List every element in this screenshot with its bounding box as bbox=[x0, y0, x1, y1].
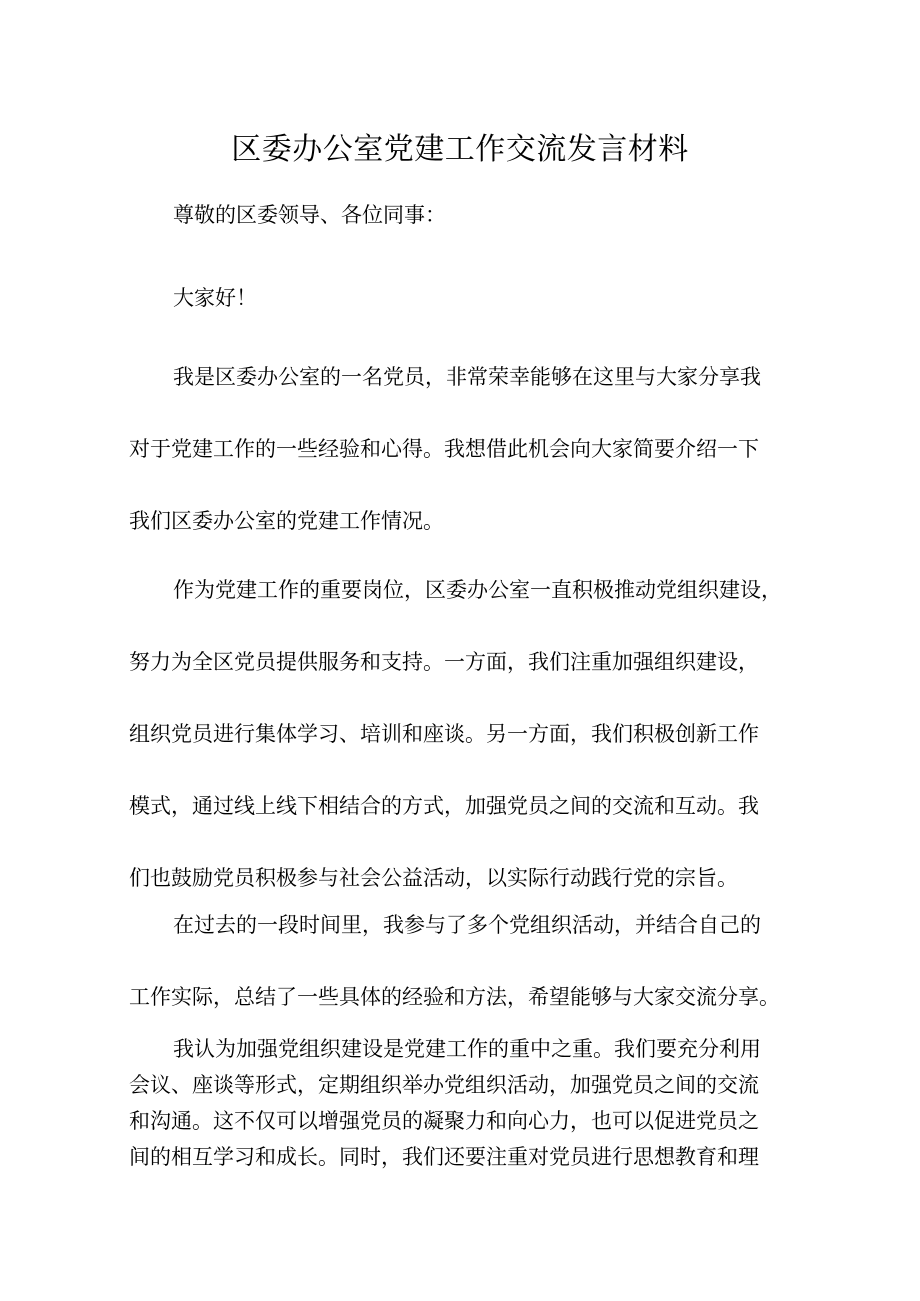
paragraph-line: 我们区委办公室的党建工作情况。 bbox=[129, 509, 444, 533]
paragraph-line: 组织党员进行集体学习、培训和座谈。另一方面，我们积极创新工作 bbox=[129, 722, 759, 746]
paragraph-organization-building bbox=[129, 1034, 789, 1178]
paragraph-line: 间的相互学习和成长。同时，我们还要注重对党员进行思想教育和理 bbox=[129, 1145, 759, 1169]
paragraph-line: 工作实际，总结了一些具体的经验和方法，希望能够与大家交流分享。 bbox=[129, 985, 780, 1009]
paragraph-line: 我认为加强党组织建设是党建工作的重中之重。我们要充分利用 bbox=[173, 1037, 761, 1061]
hello-paragraph bbox=[129, 283, 789, 355]
paragraph-line: 和沟通。这不仅可以增强党员的凝聚力和向心力，也可以促进党员之 bbox=[129, 1109, 759, 1133]
paragraph-line: 会议、座谈等形式，定期组织举办党组织活动，加强党员之间的交流 bbox=[129, 1073, 759, 1097]
paragraph-experience bbox=[129, 910, 789, 1054]
document-title: 区委办公室党建工作交流发言材料 bbox=[231, 132, 689, 167]
paragraph-line: 努力为全区党员提供服务和支持。一方面，我们注重加强组织建设， bbox=[129, 650, 759, 674]
paragraph-line: 作为党建工作的重要岗位，区委办公室一直积极推动党组织建设， bbox=[173, 578, 782, 602]
paragraph-line: 在过去的一段时间里，我参与了多个党组织活动，并结合自己的 bbox=[173, 913, 761, 937]
paragraph-intro bbox=[129, 362, 789, 578]
paragraph-work-overview bbox=[129, 575, 789, 935]
paragraph-line: 模式，通过线上线下相结合的方式，加强党员之间的交流和互动。我 bbox=[129, 794, 759, 818]
hello-line: 大家好！ bbox=[173, 286, 257, 310]
paragraph-line: 们也鼓励党员积极参与社会公益活动，以实际行动践行党的宗旨。 bbox=[129, 866, 738, 890]
greeting-line: 尊敬的区委领导、各位同事： bbox=[173, 203, 446, 227]
paragraph-line: 我是区委办公室的一名党员，非常荣幸能够在这里与大家分享我 bbox=[173, 365, 761, 389]
paragraph-line: 对于党建工作的一些经验和心得。我想借此机会向大家简要介绍一下 bbox=[129, 437, 759, 461]
greeting-paragraph bbox=[129, 200, 789, 272]
